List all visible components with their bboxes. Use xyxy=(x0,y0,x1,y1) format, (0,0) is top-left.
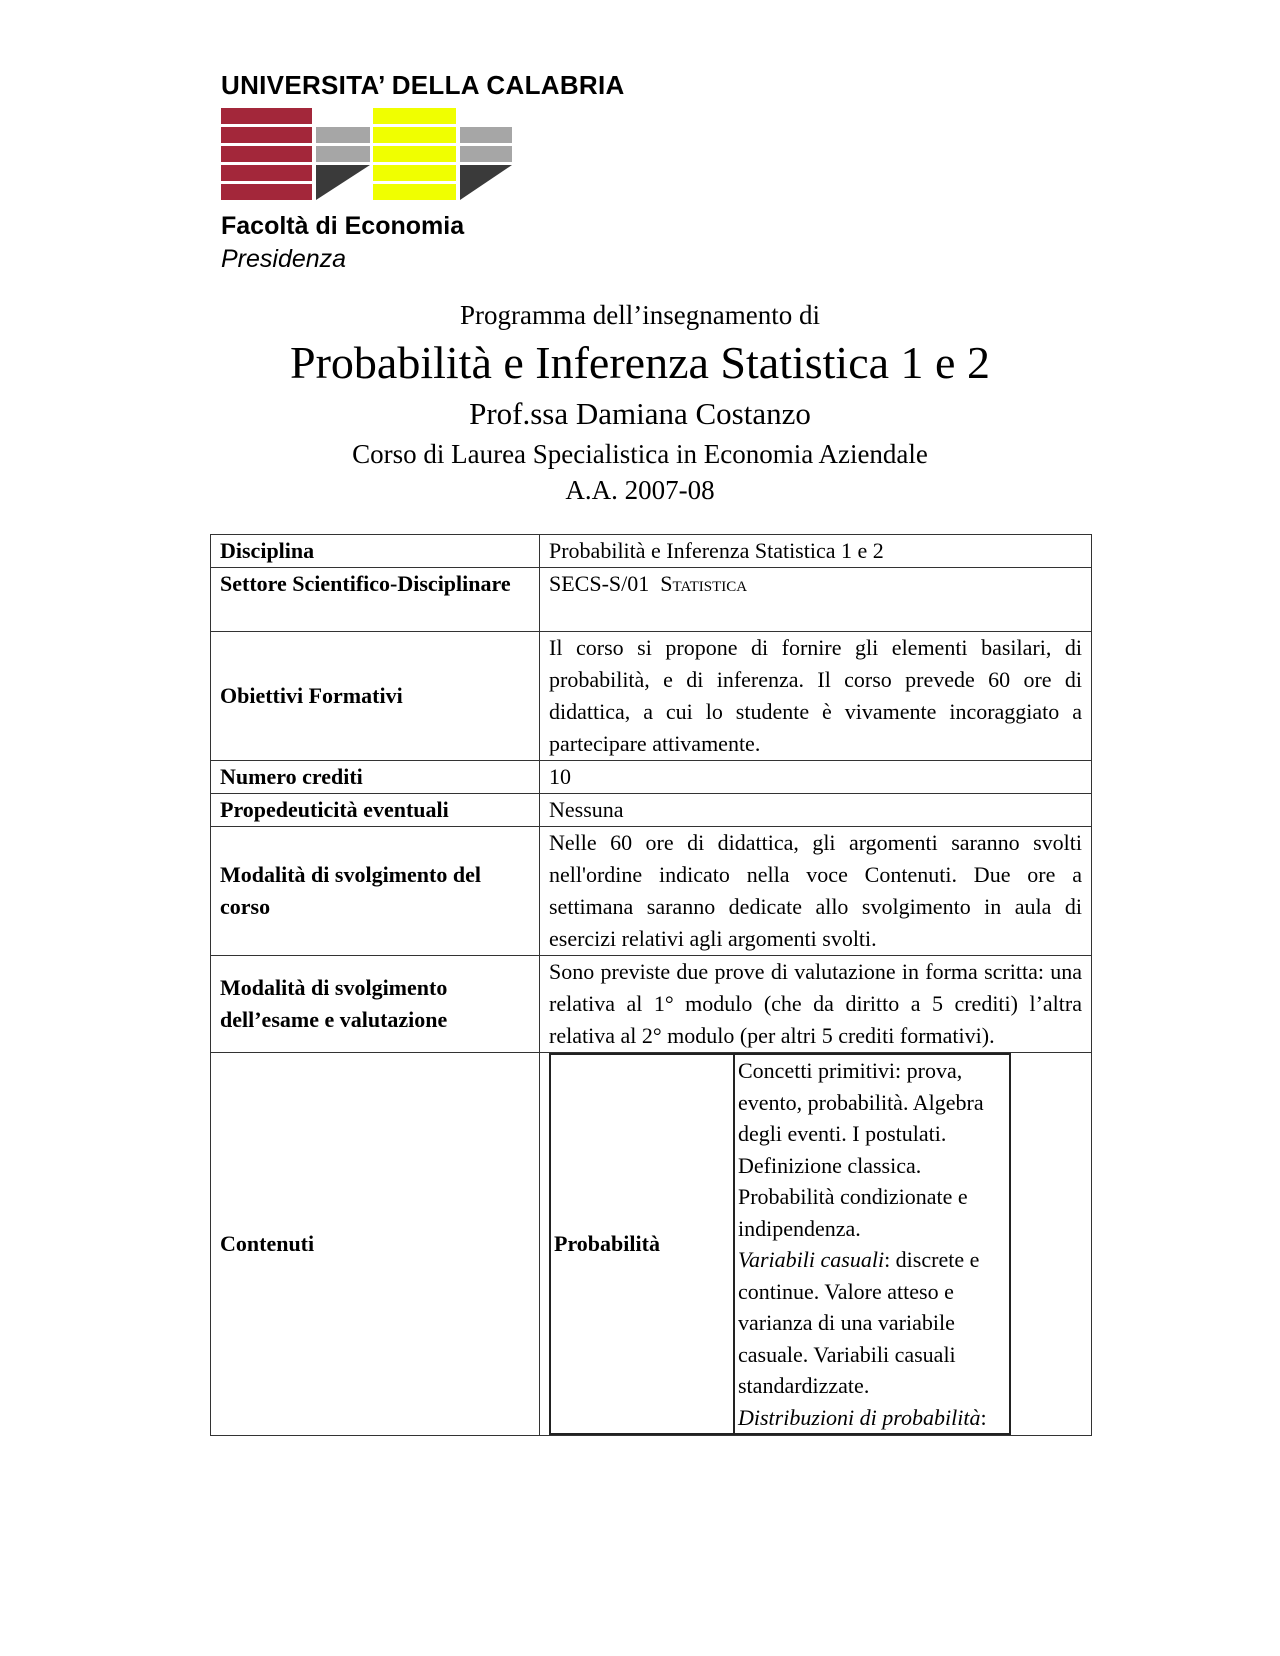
logo-red-bars xyxy=(221,108,312,200)
description-text: : xyxy=(980,1404,987,1430)
logo-yellow-bars xyxy=(373,108,456,200)
row-label: Modalità di svolgimento del corso xyxy=(211,827,540,956)
table-row xyxy=(211,535,1092,568)
university-logo xyxy=(221,108,521,200)
table-row xyxy=(211,632,1092,761)
office-name: Presidenza xyxy=(221,245,347,273)
university-name: UNIVERSITA’ DELLA CALABRIA xyxy=(221,70,625,100)
row-label: Disciplina xyxy=(211,535,540,568)
row-value: Nessuna xyxy=(540,794,1092,827)
row-label: Obiettivi Formativi xyxy=(211,632,540,761)
row-value: Il corso si propone di fornire gli elementi basilari, di probabilità, e di inferenza. Il corso prevede 60 ore di didattica, a cui lo studente è vivamente incoraggiato a partecipare attivamente. xyxy=(540,632,1092,761)
course-info-table xyxy=(210,534,1092,1436)
table-row xyxy=(211,794,1092,827)
table-row xyxy=(211,827,1092,956)
row-value: Probabilità e Inferenza Statistica 1 e 2 xyxy=(540,535,1092,568)
program-intro: Programma dell’insegnamento di xyxy=(460,300,820,330)
academic-year: A.A. 2007-08 xyxy=(565,475,715,505)
description-text: Concetti primitivi: prova, evento, probabilità. Algebra degli eventi. I postulati. Definizione classica. Probabilità condizionate e indipendenza. xyxy=(738,1058,984,1241)
table-row xyxy=(211,1053,1092,1436)
course-title: Probabilità e Inferenza Statistica 1 e 2 xyxy=(290,337,990,388)
contents-subtable xyxy=(549,1053,1011,1435)
description-text: : discrete e continue. Valore atteso e varianza di una variabile casuale. Variabili casuali standardizzate. xyxy=(738,1247,980,1398)
row-label: Contenuti xyxy=(211,1053,540,1436)
row-label: Modalità di svolgimento dell’esame e valutazione xyxy=(211,956,540,1053)
table-row xyxy=(211,761,1092,794)
table-row xyxy=(211,956,1092,1053)
sector-name: Statistica xyxy=(660,571,748,596)
table-row xyxy=(211,568,1092,632)
row-label: Numero crediti xyxy=(211,761,540,794)
row-value xyxy=(540,1053,1092,1436)
description-italic: Distribuzioni di probabilità xyxy=(738,1404,981,1430)
professor-name: Prof.ssa Damiana Costanzo xyxy=(469,396,811,431)
row-value: Nelle 60 ore di didattica, gli argomenti saranno svolti nell'ordine indicato nella voce Contenuti. Due ore a settimana saranno dedicate allo svolgimento in aula di esercizi relativi agli argomenti svolti. xyxy=(540,827,1092,956)
module-name: Probabilità xyxy=(550,1054,734,1434)
row-value: Sono previste due prove di valutazione in forma scritta: una relativa al 1° modulo (che da diritto a 5 crediti) l’altra relativa al 2° modulo (per altri 5 crediti formativi). xyxy=(540,956,1092,1053)
row-label: Settore Scientifico-Disciplinare xyxy=(211,568,540,632)
description-italic: Variabili casuali xyxy=(738,1247,885,1272)
row-value: 10 xyxy=(540,761,1092,794)
row-label: Propedeuticità eventuali xyxy=(211,794,540,827)
row-value xyxy=(540,568,1092,632)
sector-code: SECS-S/01 xyxy=(549,571,650,596)
degree-name: Corso di Laurea Specialistica in Economia Aziendale xyxy=(352,439,928,469)
faculty-name: Facoltà di Economia xyxy=(221,212,465,240)
module-description xyxy=(734,1054,1010,1434)
